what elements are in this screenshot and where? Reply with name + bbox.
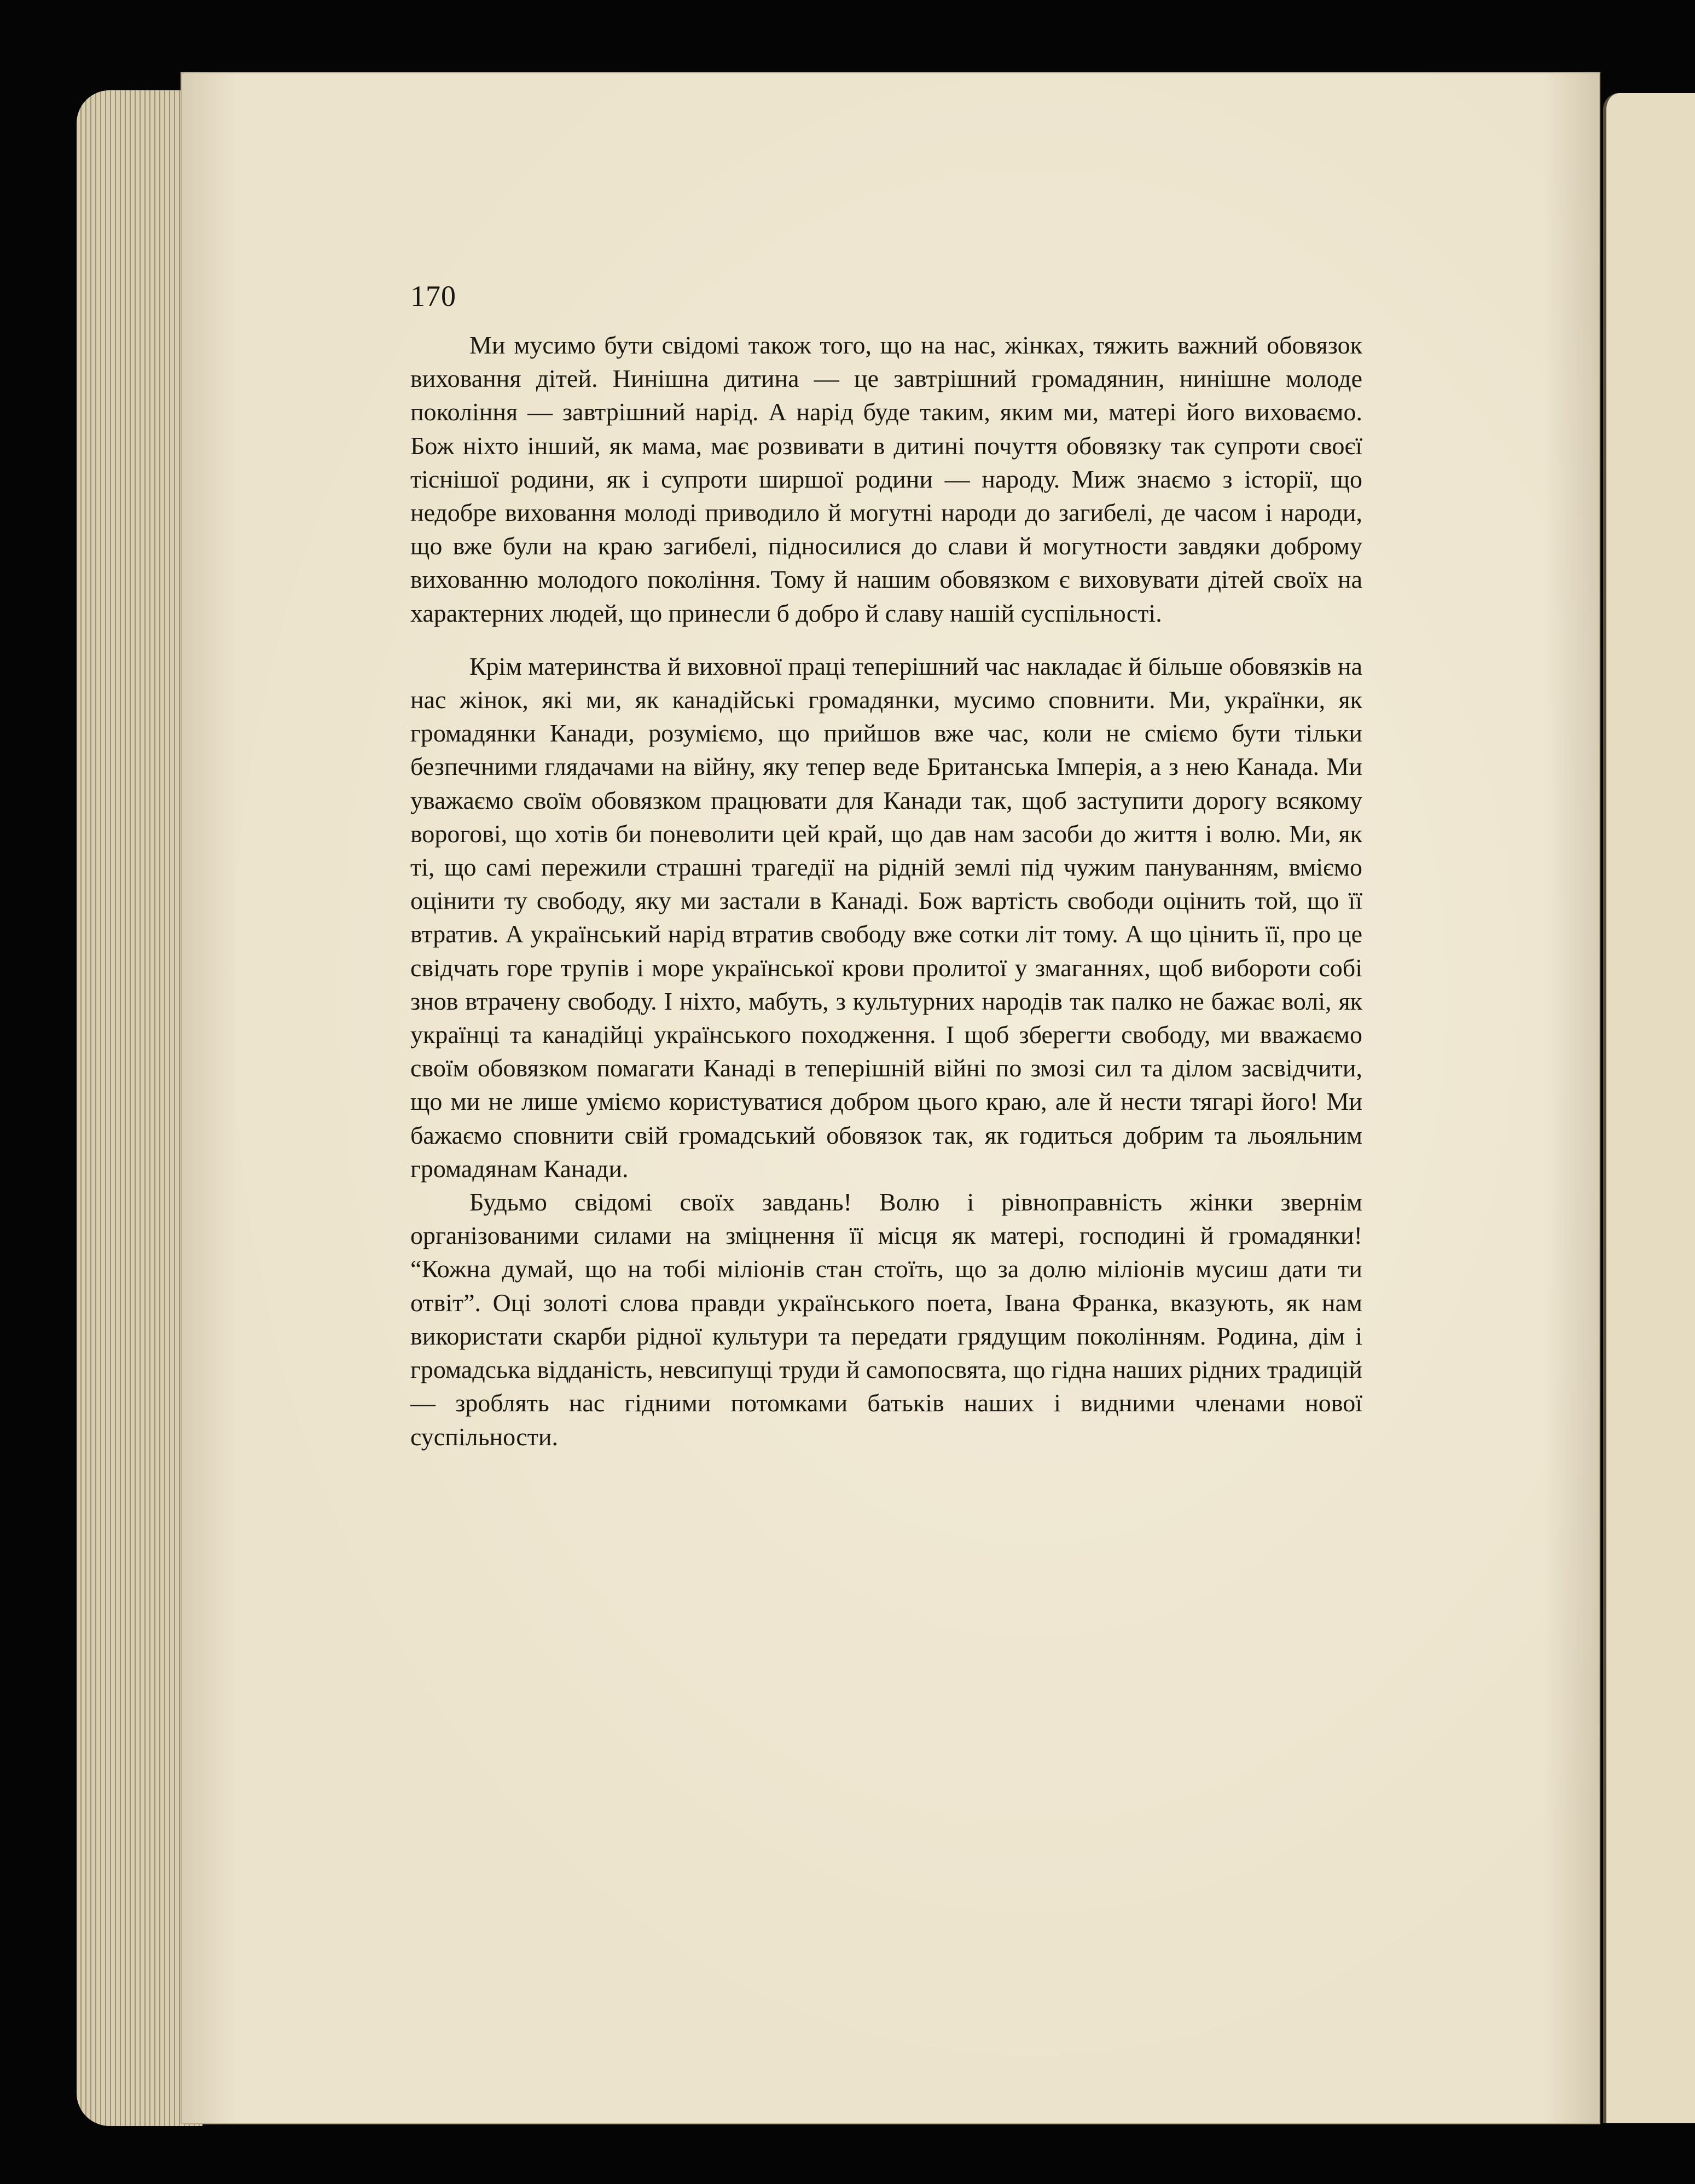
paragraph-1: Ми мусимо бути свідомі також того, що на нас, жінках, тяжить важний обовязок виховання дітей. Нинішна дитина — це завтрішний громадянин, нинішне молоде покоління — завтрішний нарід. А нарід буде таким, яким ми, матері його виховаємо. Бож ніхто інший, як мама, має розвивати в дитині почуття обовязку так супроти своєї тіснішої родини, як і супроти ширшої родини — народу. Миж знаємо з історії, що недобре виховання молоді приводило й могутні народи до загибелі, де часом і народи, що вже були на краю загибелі, підносилися до слави й могутности завдяки доброму вихованню молодого покоління. Тому й нашим обовязком є виховувати дітей своїх на характерних людей, що принесли б добро й славу нашій суспільності. [410, 331, 1362, 627]
paragraph-3: Будьмо свідомі своїх завдань! Волю і рівноправність жінки звернім організованими силами на зміцнення її місця як матері, господині й громадянки! “Кожна думай, що на тобі міліонів стан стоїть, що за долю міліонів мусиш дати ти отвіт”. Оці золоті слова правди українського поета, Івана Франка, вказують, як нам використати скарби рідної культури та передати грядущим поколінням. Родина, дім і громадська відданість, невсипущі труди й самопосвята, що гідна наших рідних традицій — зроблять нас гідними потомками батьків наших і видними членами нової суспільности. [410, 1188, 1362, 1451]
paragraph-2: Крім материнства й виховної праці теперішний час накладає й більше обовязків на нас жінок, які ми, як канадійські громадянки, мусимо сповнити. Ми, українки, як громадянки Канади, розуміємо, що прийшов вже час, коли не сміємо бути тільки безпечними глядачами на війну, яку тепер веде Британська Імперія, а з нею Канада. Ми уважаємо своїм обовязком працювати для Канади так, щоб заступити дорогу всякому ворогові, що хотів би поневолити цей край, що дав нам засоби до життя і волю. Ми, як ті, що самі пережили страшні трагедії на рідній землі під чужим пануванням, вміємо оцінити ту свободу, яку ми застали в Канаді. Бож вартість свободи оцінить той, що її втратив. А український нарід втратив свободу вже сотки літ тому. А що цінить її, про це свідчать горе трупів і море української крови пролитої у змаганнях, щоб вибороти собі знов втрачену свободу. І ніхто, мабуть, з культурних народів так палко не бажає волі, як українці та канадійці українського походження. І щоб зберегти свободу, ми вважаємо своїм обовязком помагати Канаді в теперішній війні по змозі сил та ділом засвідчити, що ми не лише уміємо користуватися добром цього краю, але й нести тягарі його! Ми бажаємо сповнити свій громадський обовязок так, як годиться добрим та льояльним громадянам Канади. [410, 652, 1362, 1183]
facing-page-edge [1603, 93, 1695, 2123]
page-number: 170 [410, 280, 456, 312]
body-text [410, 328, 1362, 1453]
